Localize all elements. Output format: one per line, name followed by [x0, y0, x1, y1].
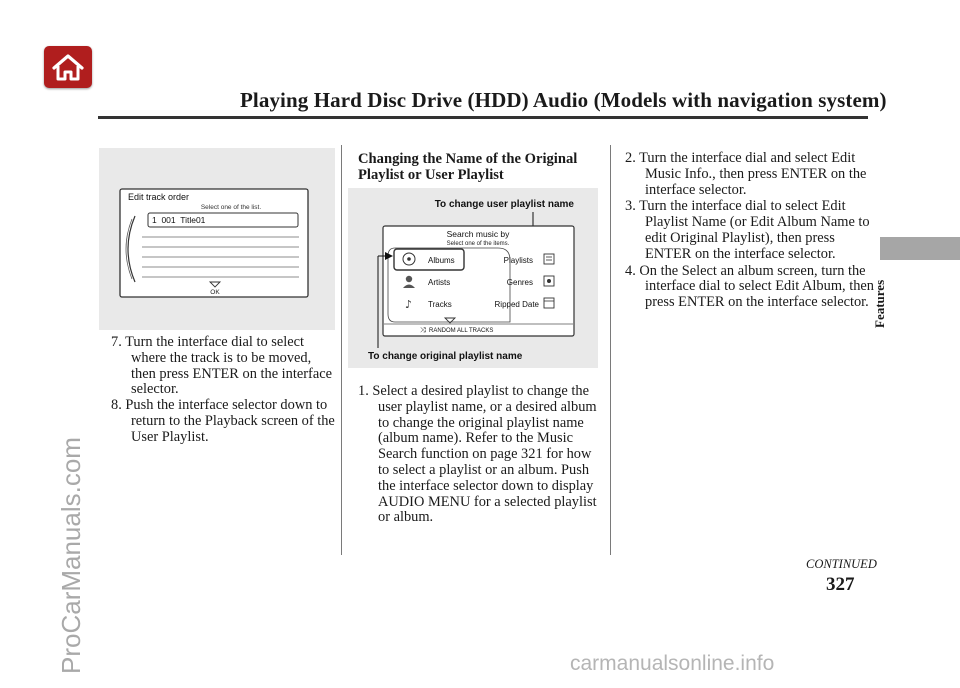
screen-title: Edit track order [128, 192, 190, 202]
search-screen-title: Search music by [446, 229, 510, 239]
step-1: 1. Select a desired playlist to change the user playlist name, or a desired album to change the original playlist name (album name). Refer to the Music Search function on page 321 for how to select a playlist or an album. Push the interface selector down to display AUDIO MENU for a selected playlist or album. [358, 383, 597, 526]
section-label-text: Features [872, 279, 887, 328]
home-button[interactable] [44, 46, 92, 88]
continued-label: CONTINUED [806, 557, 877, 571]
callout-original-playlist: To change original playlist name [368, 351, 523, 362]
step-4: 4. On the Select an album screen, turn the interface dial to select Edit Album, then press ENTER on the interface selector. [625, 262, 874, 311]
tracks-icon [405, 298, 412, 311]
step-2: 2. Turn the interface dial and select Edit Music Info., then press ENTER on the interface selector. [625, 150, 867, 198]
step-3: 3. Turn the interface dial to select Edit Playlist Name (or Edit Album Name to edit Original Playlist), then press ENTER on the interface selector. [625, 198, 870, 262]
step-8: 8. Push the interface selector down to return to the Playback screen of the User Playlist. [111, 397, 335, 445]
column-divider [341, 145, 342, 555]
step-7: 7. Turn the interface dial to select where the track is to be moved, then press ENTER on the interface selector. [111, 334, 332, 398]
search-screen-subtitle: Select one of the items. [446, 241, 510, 247]
header-divider [98, 116, 868, 119]
watermark-left [54, 238, 90, 678]
section-tab [880, 237, 960, 260]
svg-text:♪: ♪ [405, 298, 413, 311]
column3-instructions [625, 151, 875, 312]
watermark-left-text: ProCarManuals.com [56, 437, 86, 674]
page-title: Playing Hard Disc Drive (HDD) Audio (Models with navigation system) [240, 88, 887, 112]
page-number: 327 [826, 574, 855, 595]
home-icon [44, 46, 92, 88]
figure-search-music-by [348, 188, 598, 368]
watermark-bottom: carmanualsonline.info [570, 652, 775, 675]
column1-instructions [111, 335, 339, 446]
menu-item-genres: Genres [506, 278, 533, 287]
random-all-tracks-button: RANDOM ALL TRACKS [429, 328, 494, 334]
callout-user-playlist: To change user playlist name [434, 199, 574, 210]
menu-item-albums: Albums [428, 256, 455, 265]
menu-item-ripped-date: Ripped Date [494, 300, 539, 309]
section-heading: Changing the Name of the Original Playlist or User Playlist [358, 151, 578, 183]
track-row: 1 001 Title01 [152, 215, 206, 225]
menu-item-tracks: Tracks [428, 300, 452, 309]
menu-item-artists: Artists [428, 278, 451, 287]
shuffle-icon: ⤨ [420, 326, 426, 334]
menu-item-playlists: Playlists [503, 256, 533, 265]
search-music-screen [348, 188, 598, 368]
column2-instructions [358, 384, 604, 526]
ok-label: OK [210, 289, 220, 296]
column-divider [610, 145, 611, 555]
screen-subtitle: Select one of the list. [200, 204, 262, 211]
edit-track-order-screen [99, 148, 335, 330]
figure-edit-track-order [99, 148, 335, 330]
